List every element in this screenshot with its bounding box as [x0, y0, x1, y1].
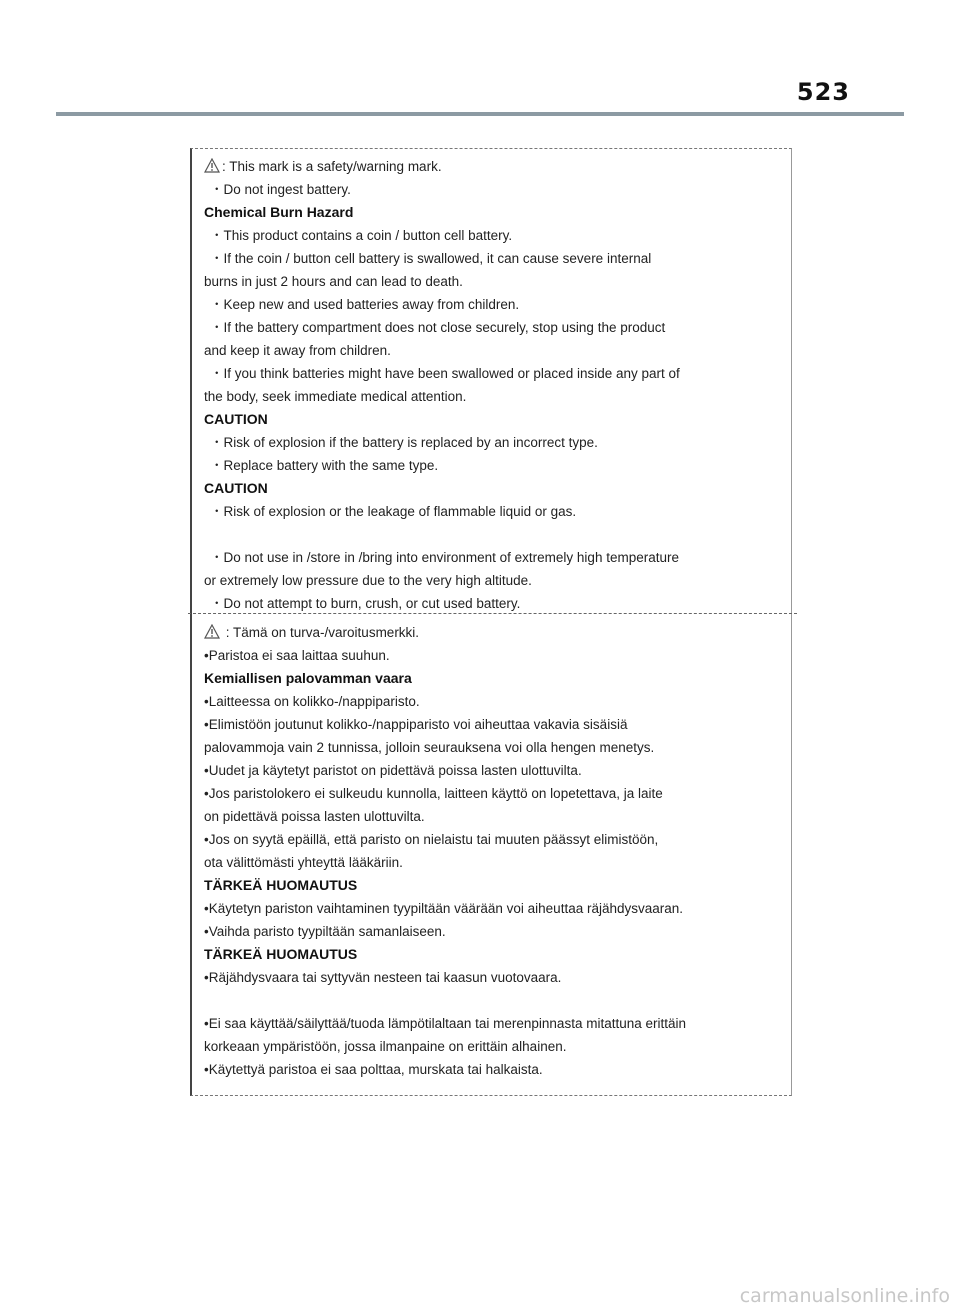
english-chem-line: ・This product contains a coin / button cell battery. [210, 228, 513, 243]
english-section [204, 155, 783, 615]
finnish-extra-line: •Käytettyä paristoa ei saa polttaa, murskata tai halkaista. [204, 1062, 543, 1077]
finnish-chem-line: •Jos on syytä epäillä, että paristo on nielaistu tai muuten päässyt elimistöön, [204, 832, 659, 847]
english-warning-mark-line [204, 155, 783, 178]
english-chem-line: ・If the coin / button cell battery is swallowed, it can cause severe internal [210, 251, 652, 266]
finnish-chem-heading: Kemiallisen palovamman vaara [204, 670, 412, 686]
finnish-extra-line: •Ei saa käyttää/säilyttää/tuoda lämpötilaltaan tai merenpinnasta mitattuna erittäin [204, 1016, 686, 1031]
english-chem-line: ・If you think batteries might have been swallowed or placed inside any part of [210, 366, 680, 381]
english-chem-heading: Chemical Burn Hazard [204, 204, 354, 220]
scanned-warning-box [190, 148, 792, 1096]
warning-triangle-icon [204, 624, 220, 639]
english-extra-line: ・Do not use in /store in /bring into environment of extremely high temperature [210, 550, 679, 565]
finnish-caution-heading: TÄRKEÄ HUOMAUTUS [204, 877, 358, 893]
english-caution-heading: CAUTION [204, 480, 268, 496]
finnish-warning-mark-text: : Tämä on turva-/varoitusmerkki. [222, 625, 420, 640]
english-warning-mark-text: : This mark is a safety/warning mark. [222, 159, 442, 174]
finnish-warning-mark-line [204, 621, 783, 644]
english-caution-line: ・Risk of explosion or the leakage of flammable liquid or gas. [210, 504, 577, 519]
english-caution-heading: CAUTION [204, 411, 268, 427]
finnish-chem-line: •Laitteessa on kolikko-/nappiparisto. [204, 694, 420, 709]
english-chem-line: ・If the battery compartment does not close securely, stop using the product [210, 320, 666, 335]
credit-watermark: carmanualsonline.info [739, 1285, 950, 1307]
finnish-extra-line: korkeaan ympäristöön, jossa ilmanpaine on erittäin alhainen. [204, 1039, 567, 1054]
header-rule [56, 112, 904, 116]
english-extra-line: or extremely low pressure due to the very high altitude. [204, 573, 532, 588]
finnish-caution-line: •Räjähdysvaara tai syttyvän nesteen tai kaasun vuotovaara. [204, 970, 562, 985]
finnish-chem-line: ota välittömästi yhteyttä lääkäriin. [204, 855, 403, 870]
spacer [204, 523, 783, 546]
english-do-not-ingest: ・Do not ingest battery. [210, 182, 351, 197]
finnish-chem-line: •Jos paristolokero ei sulkeudu kunnolla, laitteen käyttö on lopetettava, ja laite [204, 786, 663, 801]
page-number: 523 [796, 78, 850, 106]
english-chem-line: and keep it away from children. [204, 343, 391, 358]
finnish-chem-line: palovammoja vain 2 tunnissa, jolloin seurauksena voi olla hengen menetys. [204, 740, 655, 755]
english-caution-line: ・Risk of explosion if the battery is replaced by an incorrect type. [210, 435, 598, 450]
warning-triangle-icon [204, 158, 220, 173]
finnish-caution-heading: TÄRKEÄ HUOMAUTUS [204, 946, 358, 962]
finnish-chem-line: on pidettävä poissa lasten ulottuvilta. [204, 809, 425, 824]
finnish-do-not-ingest: •Paristoa ei saa laittaa suuhun. [204, 648, 390, 663]
finnish-caution-line: •Vaihda paristo tyypiltään samanlaiseen. [204, 924, 446, 939]
spacer [204, 989, 783, 1012]
english-chem-line: ・Keep new and used batteries away from children. [210, 297, 520, 312]
finnish-chem-line: •Elimistöön joutunut kolikko-/nappiparisto voi aiheuttaa vakavia sisäisiä [204, 717, 628, 732]
finnish-chem-line: •Uudet ja käytetyt paristot on pidettävä poissa lasten ulottuvilta. [204, 763, 582, 778]
section-divider [188, 613, 797, 614]
english-extra-line: ・Do not attempt to burn, crush, or cut used battery. [210, 596, 521, 611]
english-chem-line: the body, seek immediate medical attention. [204, 389, 467, 404]
english-caution-line: ・Replace battery with the same type. [210, 458, 439, 473]
finnish-section [204, 621, 783, 1081]
finnish-caution-line: •Käytetyn pariston vaihtaminen tyypiltään väärään voi aiheuttaa räjähdysvaaran. [204, 901, 684, 916]
english-chem-line: burns in just 2 hours and can lead to death. [204, 274, 463, 289]
